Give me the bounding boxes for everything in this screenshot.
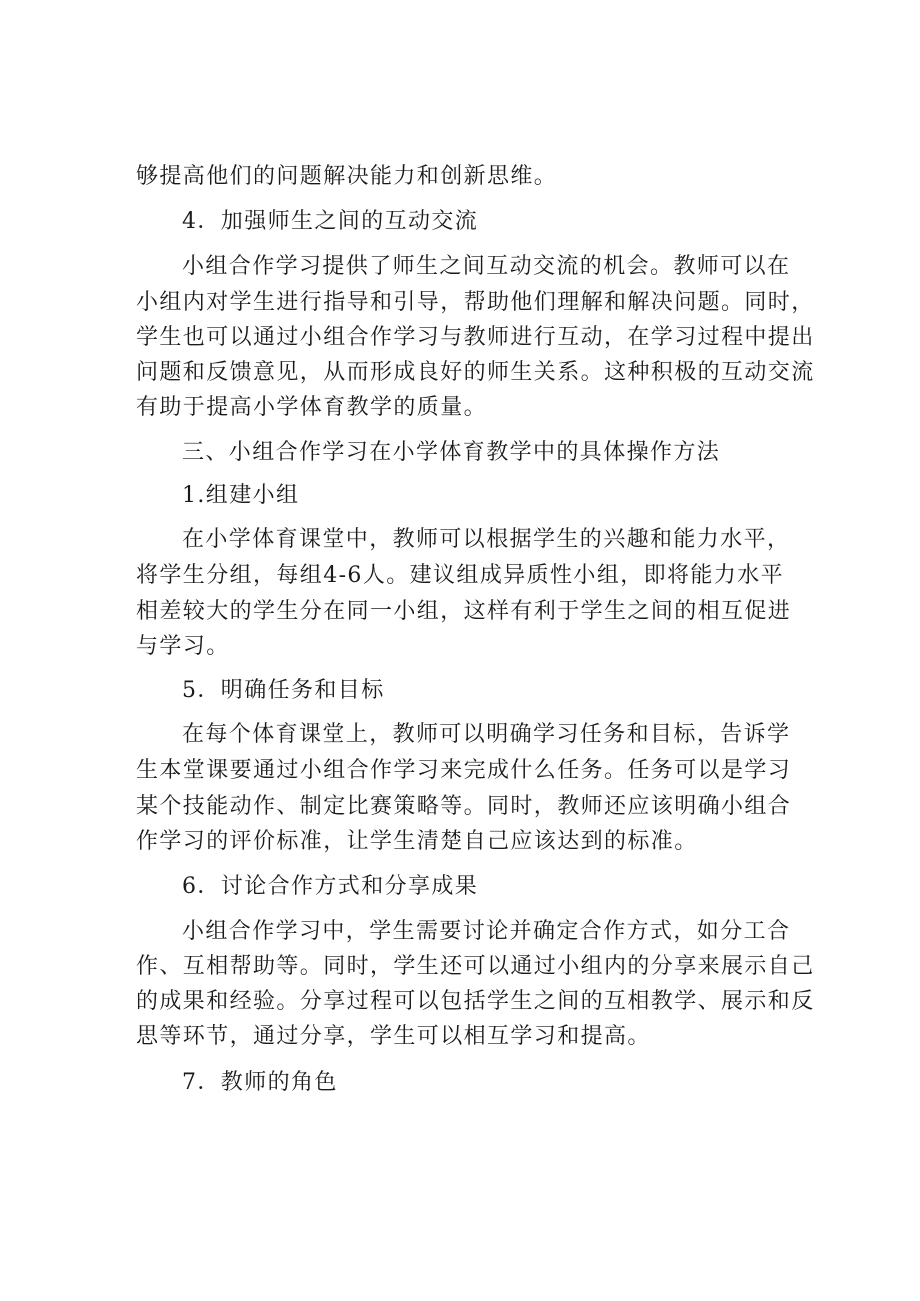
paragraph-line: 与学习。 xyxy=(136,634,230,659)
paragraph-line: 相差较大的学生分在同一小组，这样有利于学生之间的相互促进 xyxy=(136,599,792,624)
section-heading: 5．明确任务和目标 xyxy=(182,678,385,703)
paragraph-line: 在每个体育课堂上，教师可以明确学习任务和目标，告诉学 xyxy=(182,722,791,747)
section-heading: 三、小组合作学习在小学体育教学中的具体操作方法 xyxy=(182,440,721,465)
paragraph-line: 有助于提高小学体育教学的质量。 xyxy=(136,395,488,420)
paragraph-line: 作、互相帮助等。同时，学生还可以通过小组内的分享来展示自己 xyxy=(136,954,815,979)
paragraph-line: 生本堂课要通过小组合作学习来完成什么任务。任务可以是学习 xyxy=(136,758,792,783)
paragraph-line: 小组合作学习中，学生需要讨论并确定合作方式，如分工合 xyxy=(182,919,791,944)
paragraph-line: 小组内对学生进行指导和引导，帮助他们理解和解决问题。同时， xyxy=(136,290,815,315)
section-heading: 1.组建小组 xyxy=(182,483,300,508)
section-heading: 7．教师的角色 xyxy=(182,1070,338,1095)
paragraph-line: 将学生分组，每组4-6人。建议组成异质性小组，即将能力水平 xyxy=(136,563,785,588)
paragraph-line: 某个技能动作、制定比赛策略等。同时，教师还应该明确小组合 xyxy=(136,794,792,819)
paragraph-line: 作学习的评价标准，让学生清楚自己应该达到的标准。 xyxy=(136,829,698,854)
paragraph-line: 的成果和经验。分享过程可以包括学生之间的互相教学、展示和反 xyxy=(136,989,815,1014)
paragraph-line: 在小学体育课堂中，教师可以根据学生的兴趣和能力水平， xyxy=(182,527,791,552)
paragraph-line: 学生也可以通过小组合作学习与教师进行互动，在学习过程中提出 xyxy=(136,325,815,350)
paragraph-line: 够提高他们的问题解决能力和创新思维。 xyxy=(136,164,558,189)
paragraph-line: 问题和反馈意见，从而形成良好的师生关系。这种积极的互动交流 xyxy=(136,360,815,385)
section-heading: 4．加强师生之间的互动交流 xyxy=(182,209,479,234)
section-heading: 6．讨论合作方式和分享成果 xyxy=(182,874,479,899)
paragraph-line: 思等环节，通过分享，学生可以相互学习和提高。 xyxy=(136,1024,651,1049)
paragraph-line: 小组合作学习提供了师生之间互动交流的机会。教师可以在 xyxy=(182,254,791,279)
